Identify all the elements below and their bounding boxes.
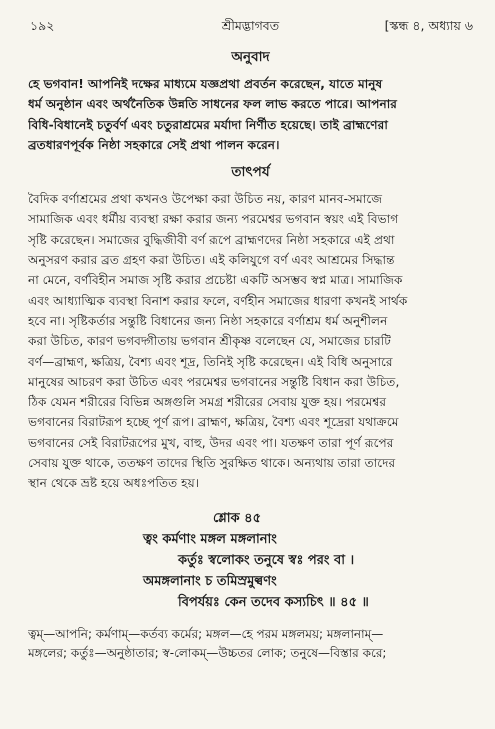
purport-line: ভগবানের বিরাটরূপ হচ্ছে পূর্ণ রূপ। ব্রাহ্মণ, ক্ষত্রিয়, বৈশ্য এবং শূদ্রেরা যথাক্রমে bbox=[28, 415, 399, 430]
verse-line: কর্তুঃ স্বলোকং তনুষে স্বঃ পরং বা । bbox=[178, 552, 355, 568]
purport-line: সৃষ্টি করেছেন। সমাজের বুদ্ধিজীবী বর্ণ রূপে ব্রাহ্মণদের নিষ্ঠা সহকারে এই প্রথা bbox=[28, 232, 395, 247]
page-header bbox=[28, 14, 473, 40]
purport-line: বর্ণ—ব্রাহ্মণ, ক্ষত্রিয়, বৈশ্য এবং শূদ্র, তিনিই সৃষ্টি করেছেন। এই বিধি অনুসারে bbox=[28, 354, 393, 369]
verse-block bbox=[28, 508, 473, 613]
verse-line: বিপর্যয়ঃ কেন তদেব কস্যচিৎ ॥ ৪৫ ॥ bbox=[178, 594, 369, 610]
purport-line: করা উচিত, কারণ ভগবদ্গীতায় ভগবান শ্রীকৃষ্ণ বলেছেন যে, সমাজের চারটি bbox=[28, 334, 391, 349]
section-reference: [স্কন্ধ ৪, অধ্যায় ৬ bbox=[384, 18, 473, 33]
translation-heading: অনুবাদ bbox=[231, 49, 270, 65]
purport-line: ঠিক যেমন শরীরের বিভিন্ন অঙ্গগুলি সমগ্র শরীরের সেবায় যুক্ত হয়। পরমেশ্বর bbox=[28, 395, 387, 410]
translation-text bbox=[28, 74, 473, 155]
purport-line: বৈদিক বর্ণাশ্রমের প্রথা কখনও উপেক্ষা করা উচিত নয়, কারণ মানব-সমাজে bbox=[28, 192, 383, 207]
purport-heading: তাৎপর্য bbox=[231, 164, 270, 181]
verse-line: ত্বং কর্মণাং মঙ্গল মঙ্গলানাং bbox=[143, 531, 277, 547]
page-number: ১৯২ bbox=[30, 18, 55, 33]
purport-line: এবং আধ্যাত্মিক ব্যবস্থা বিনাশ করার ফলে, বর্ণহীন সমাজের ধারণা কখনই সার্থক bbox=[28, 293, 408, 308]
purport-line: ভগবানের সেই বিরাটরূপের মুখ, বাহু, উদর এবং পা। যতক্ষণ তারা পূর্ণ রূপের bbox=[28, 435, 394, 450]
purport-line: সামাজিক এবং ধর্মীয় ব্যবস্থা রক্ষা করার জন্য পরমেশ্বর ভগবান স্বয়ং এই বিভাগ bbox=[28, 212, 399, 227]
verse-label: শ্লোক ৪৫ bbox=[213, 510, 262, 526]
translation-line: ধর্ম অনুষ্ঠান এবং অর্থনৈতিক উন্নতি সাধনের ফল লাভ করতে পারে। আপনার bbox=[28, 97, 398, 112]
purport-line: স্থান থেকে ভ্রষ্ট হয়ে অধঃপতিত হয়। bbox=[28, 476, 200, 491]
purport-line: না মেনে, বর্ণবিহীন সমাজ সৃষ্টি করার প্রচেষ্টা একটি অসম্ভব স্বপ্ন মাত্র। সামাজিক bbox=[28, 273, 403, 288]
purport-text bbox=[28, 189, 473, 493]
purport-line: মানুষের আচরণ করা উচিত এবং পরমেশ্বর ভগবানের সন্তুষ্টি বিধান করা উচিত, bbox=[28, 374, 400, 389]
purport-line: অনুসরণ করার ব্রত গ্রহণ করা উচিত। এই কলিযুগে বর্ণ এবং আশ্রমের সিদ্ধান্ত bbox=[28, 253, 395, 268]
translation-line: হে ভগবান! আপনিই দক্ষের মাধ্যমে যজ্ঞপ্রথা প্রবর্তন করেছেন, যাতে মানুষ bbox=[28, 77, 383, 91]
translation-line: বিধি-বিধানেই চতুর্বর্ণ এবং চতুরাশ্রমের মর্যাদা নির্ণীত হয়েছে। তাই ব্রাহ্মণেরা bbox=[28, 117, 388, 132]
synonyms-line: মঙ্গলের; কর্তুঃ—অনুষ্ঠাতার; স্ব-লোকম্—উচ্চতর লোক; তনুষে—বিস্তার করে; bbox=[28, 646, 387, 661]
verse-line: অমঙ্গলানাং চ তমিস্রমুল্বণং bbox=[143, 573, 277, 589]
book-title: শ্রীমদ্ভাগবত bbox=[221, 18, 280, 33]
purport-line: সেবায় যুক্ত থাকে, ততক্ষণ তাদের স্থিতি সুরক্ষিত থাকে। অন্যথায় তারা তাদের bbox=[28, 456, 396, 471]
synonyms-line: ত্বম্—আপনি; কর্মণাম্—কর্তব্য কর্মের; মঙ্গল—হে পরম মঙ্গলময়; মঙ্গলানাম্— bbox=[28, 626, 384, 641]
purport-line: হবে না। সৃষ্টিকর্তার সন্তুষ্টি বিধানের জন্য নিষ্ঠা সহকারে বর্ণাশ্রম ধর্ম অনুশীলন bbox=[28, 313, 388, 328]
synonyms-block bbox=[28, 625, 473, 664]
translation-line: ব্রতধারণপূর্বক নিষ্ঠা সহকারে সেই প্রথা পালন করেন। bbox=[28, 137, 280, 152]
